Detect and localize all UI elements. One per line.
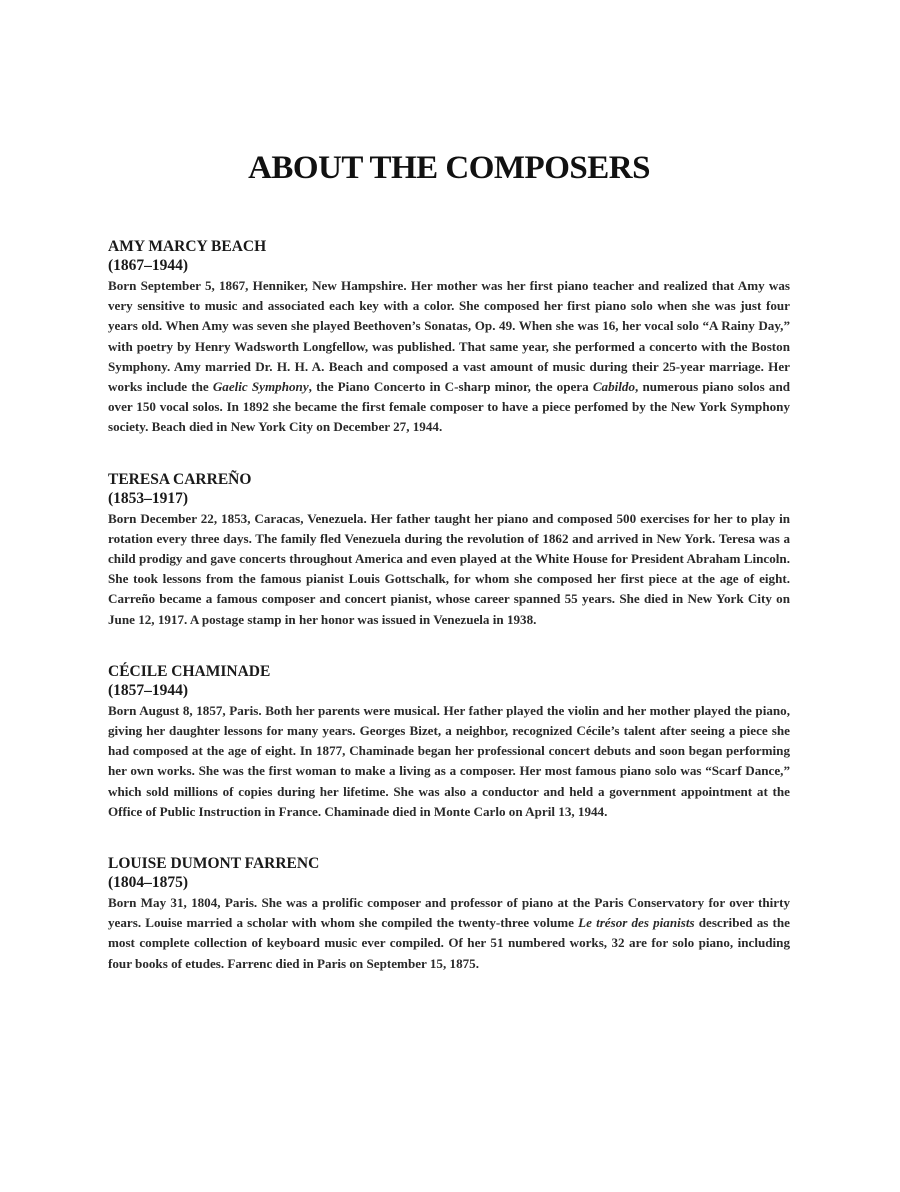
composer-biography: Born August 8, 1857, Paris. Both her parents were musical. Her father played the violin and her mother played the piano, giving her daughter lessons for many years. Georges Bizet, a neighbor, recognized Cécile’s talent after seeing a piece she had composed at the age of eight. In 1877, Chaminade began her professional concert debuts and soon began performing her own works. She was the first woman to make a living as a composer. Her most famous piano solo was “Scarf Dance,” which sold millions of copies during her lifetime. She was also a conductor and held a government appointment at the Office of Public Instruction in France. Chaminade died in Monte Carlo on April 13, 1944. xyxy=(108,702,790,819)
bio-teresa-carreno xyxy=(108,470,790,630)
composer-biography xyxy=(108,276,790,438)
composer-dates: (1853–1917) xyxy=(108,489,189,507)
composer-biography xyxy=(108,893,790,974)
work-title: Le trésor des pianists xyxy=(578,915,695,931)
biography-text: described as the most complete collection of keyboard music ever compiled. Of her 51 numbered works, 32 are for solo piano, including four books of etudes. Farrenc died in Paris on September 15, 1875. xyxy=(108,915,790,971)
composer-dates: (1857–1944) xyxy=(108,681,189,699)
page-title: ABOUT THE COMPOSERS xyxy=(248,150,650,186)
biography-text: , numerous piano solos and over 150 vocal solos. In 1892 she became the first female composer to have a piece perfomed by the New York Symphony society. Beach died in New York City on December 27, 1944. xyxy=(108,379,791,435)
composer-dates: (1804–1875) xyxy=(108,874,189,892)
biography-text: Born September 5, 1867, Henniker, New Hampshire. Her mother was her first piano teacher and realized that Amy was very sensitive to music and associated each key with a color. She composed her first piano solo when she was just four years old. When Amy was seven she played Beethoven’s Sonatas, Op. 49. When she was 16, her vocal solo “A Rainy Day,” with poetry by Henry Wadsworth Longfellow, was published. That same year, she performed a concerto with the Boston Symphony. Amy married Dr. H. H. A. Beach and composed a vast amount of music during their 25-year marriage. Her works include the xyxy=(108,278,790,395)
composer-dates: (1867–1944) xyxy=(108,257,189,274)
composer-name: LOUISE DUMONT FARRENC xyxy=(108,855,320,873)
bio-louise-dumont-farrenc xyxy=(108,854,790,974)
composer-biography: Born December 22, 1853, Caracas, Venezuela. Her father taught her piano and composed 500 exercises for her to play in rotation every three days. The family fled Venezuela during the revolution of 1862 and arrived in New York. Teresa was a child prodigy and gave concerts throughout America and even played at the White House for President Abraham Lincoln. She took lessons from the famous pianist Louis Gottschalk, for whom she composed her first piece at the age of eight. Carreño became a famous composer and concert pianist, whose career spanned 55 years. She died in New York City on June 12, 1917. A postage stamp in her honor was issued in Venezuela in 1938. xyxy=(108,510,790,627)
biography-text: Born May 31, 1804, Paris. She was a prolific composer and professor of piano at the Paris Conservatory for over thirty years. Louise married a scholar with whom she compiled the twenty-three volume xyxy=(108,895,790,931)
biography-text: , the Piano Concerto in C-sharp minor, the opera xyxy=(308,379,593,395)
bio-cecile-chaminade xyxy=(108,662,790,822)
bio-amy-marcy-beach xyxy=(108,237,790,438)
work-title: Cabildo xyxy=(592,379,636,395)
composer-name: CÉCILE CHAMINADE xyxy=(108,662,271,680)
composer-name: AMY MARCY BEACH xyxy=(108,238,267,255)
document-page xyxy=(108,150,790,1006)
composer-name: TERESA CARREÑO xyxy=(108,470,252,488)
work-title: Gaelic Symphony xyxy=(212,379,309,395)
